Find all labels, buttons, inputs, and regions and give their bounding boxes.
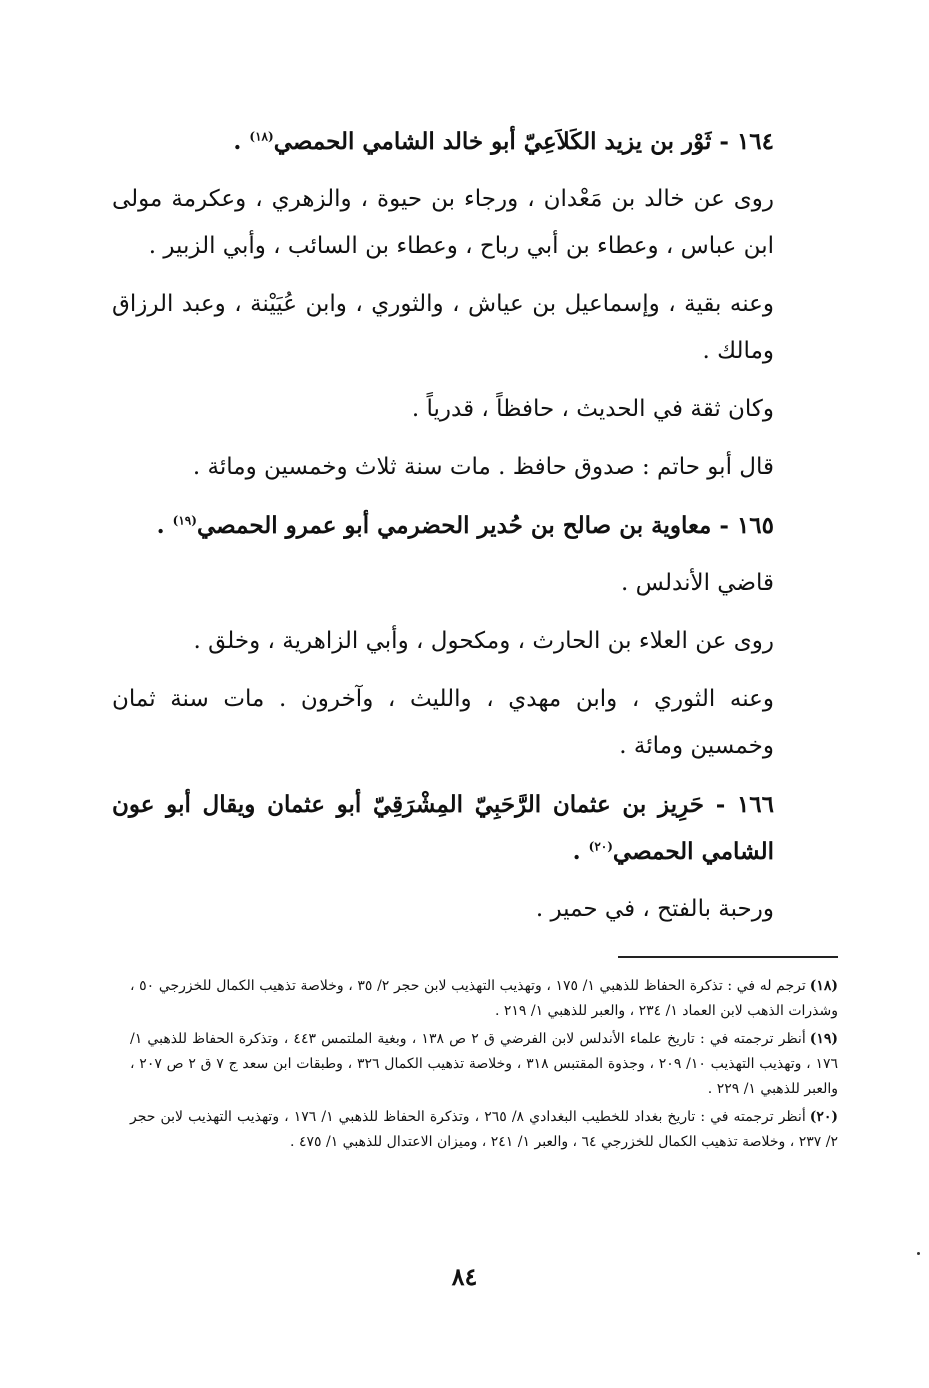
scan-speck bbox=[917, 1252, 920, 1255]
entry-title-end: . bbox=[572, 838, 589, 865]
footnote-19 bbox=[130, 1027, 838, 1102]
footnote-18 bbox=[130, 974, 838, 1024]
footnote-number: (٢٠) bbox=[809, 1109, 838, 1125]
main-text bbox=[112, 118, 832, 944]
paragraph: قاضي الأندلس . bbox=[621, 570, 774, 596]
footnote-divider bbox=[618, 956, 838, 958]
footnote-ref-18[interactable]: (١٨) bbox=[249, 129, 274, 144]
footnote-ref-19[interactable]: (١٩) bbox=[172, 513, 197, 528]
footnote-number: (١٨) bbox=[809, 978, 839, 994]
entry-title-end: . bbox=[156, 512, 173, 539]
footnote-20 bbox=[130, 1105, 838, 1155]
entry-title-end: . bbox=[233, 128, 250, 155]
entry-heading-165 bbox=[112, 502, 832, 549]
footnote-text: أنظر ترجمته في : تاريخ علماء الأندلس لابن الفرضي ق ٢ ص ١٣٨ ، وبغية الملتمس ٤٤٣ ، وتذكرة الحفاظ للذهبي ١/ ١٧٦ ، وتهذيب التهذيب ١٠/ ٢٠٩ ، وجذوة المقتبس ٣١٨ ، وخلاصة تذهيب الكمال ٣٢٦ ، وطبقات ابن سعد ج ٧ ق ٢ ص ٢٠٧ ، والعبر للذهبي ١/ ٢٢٩ . bbox=[130, 1031, 839, 1097]
paragraph: روى عن خالد بن مَعْدان ، ورجاء بن حيوة ، والزهري ، وعكرمة مولى ابن عباس ، وعطاء بن أبي رباح ، وعطاء بن السائب ، وأبي الزبير . bbox=[112, 186, 774, 259]
entry-heading-166 bbox=[112, 781, 832, 875]
paragraph: ورحبة بالفتح ، في حمير . bbox=[535, 896, 774, 922]
paragraph: قال أبو حاتم : صدوق حافظ . مات سنة ثلاث وخمسين ومائة . bbox=[192, 454, 774, 480]
entry-title: ١٦٤ - ثَوْر بن يزيد الكَلاَعِيّ أبو خالد الشامي الحمصي bbox=[273, 128, 774, 155]
page-number: ٨٤ bbox=[451, 1262, 478, 1291]
entry-title: ١٦٦ - حَرِيز بن عثمان الرَّحَبِيّ المِشْرَقِيّ أبو عثمان ويقال أبو عون الشامي الحمصي bbox=[112, 791, 774, 865]
footnote-text: أنظر ترجمته في : تاريخ بغداد للخطيب البغدادي ٨/ ٢٦٥ ، وتذكرة الحفاظ للذهبي ١/ ١٧٦ ، وتهذيب التهذيب لابن حجر ٢/ ٢٣٧ ، وخلاصة تذهيب الكمال للخزرجي ٦٤ ، والعبر ١/ ٢٤١ ، وميزان الاعتدال للذهبي ١/ ٤٧٥ . bbox=[130, 1109, 838, 1150]
footnote-text: ترجم له في : تذكرة الحفاظ للذهبي ١/ ١٧٥ ، وتهذيب التهذيب لابن حجر ٢/ ٣٥ ، وخلاصة تذهيب الكمال للخزرجي ٥٠ ، وشذرات الذهب لابن العماد ١/ ٢٣٤ ، والعبر للذهبي ١/ ٢١٩ . bbox=[130, 978, 838, 1019]
paragraph: وكان ثقة في الحديث ، حافظاً ، قدرياً . bbox=[411, 396, 774, 422]
paragraph: روى عن العلاء بن الحارث ، ومكحول ، وأبي الزاهرية ، وخلق . bbox=[193, 628, 774, 654]
footnote-number: (١٩) bbox=[809, 1031, 839, 1047]
paragraph: وعنه بقية ، وإسماعيل بن عياش ، والثوري ، وابن عُيَيْنة ، وعبد الرزاق ومالك . bbox=[112, 291, 774, 364]
footnotes bbox=[130, 974, 838, 1158]
entry-heading-164 bbox=[112, 118, 832, 165]
entry-title: ١٦٥ - معاوية بن صالح بن حُدير الحضرمي أبو عمرو الحمصي bbox=[196, 512, 774, 539]
paragraph: وعنه الثوري ، وابن مهدي ، والليث ، وآخرون . مات سنة ثمان وخمسين ومائة . bbox=[112, 686, 774, 759]
footnote-ref-20[interactable]: (٢٠) bbox=[588, 839, 613, 854]
